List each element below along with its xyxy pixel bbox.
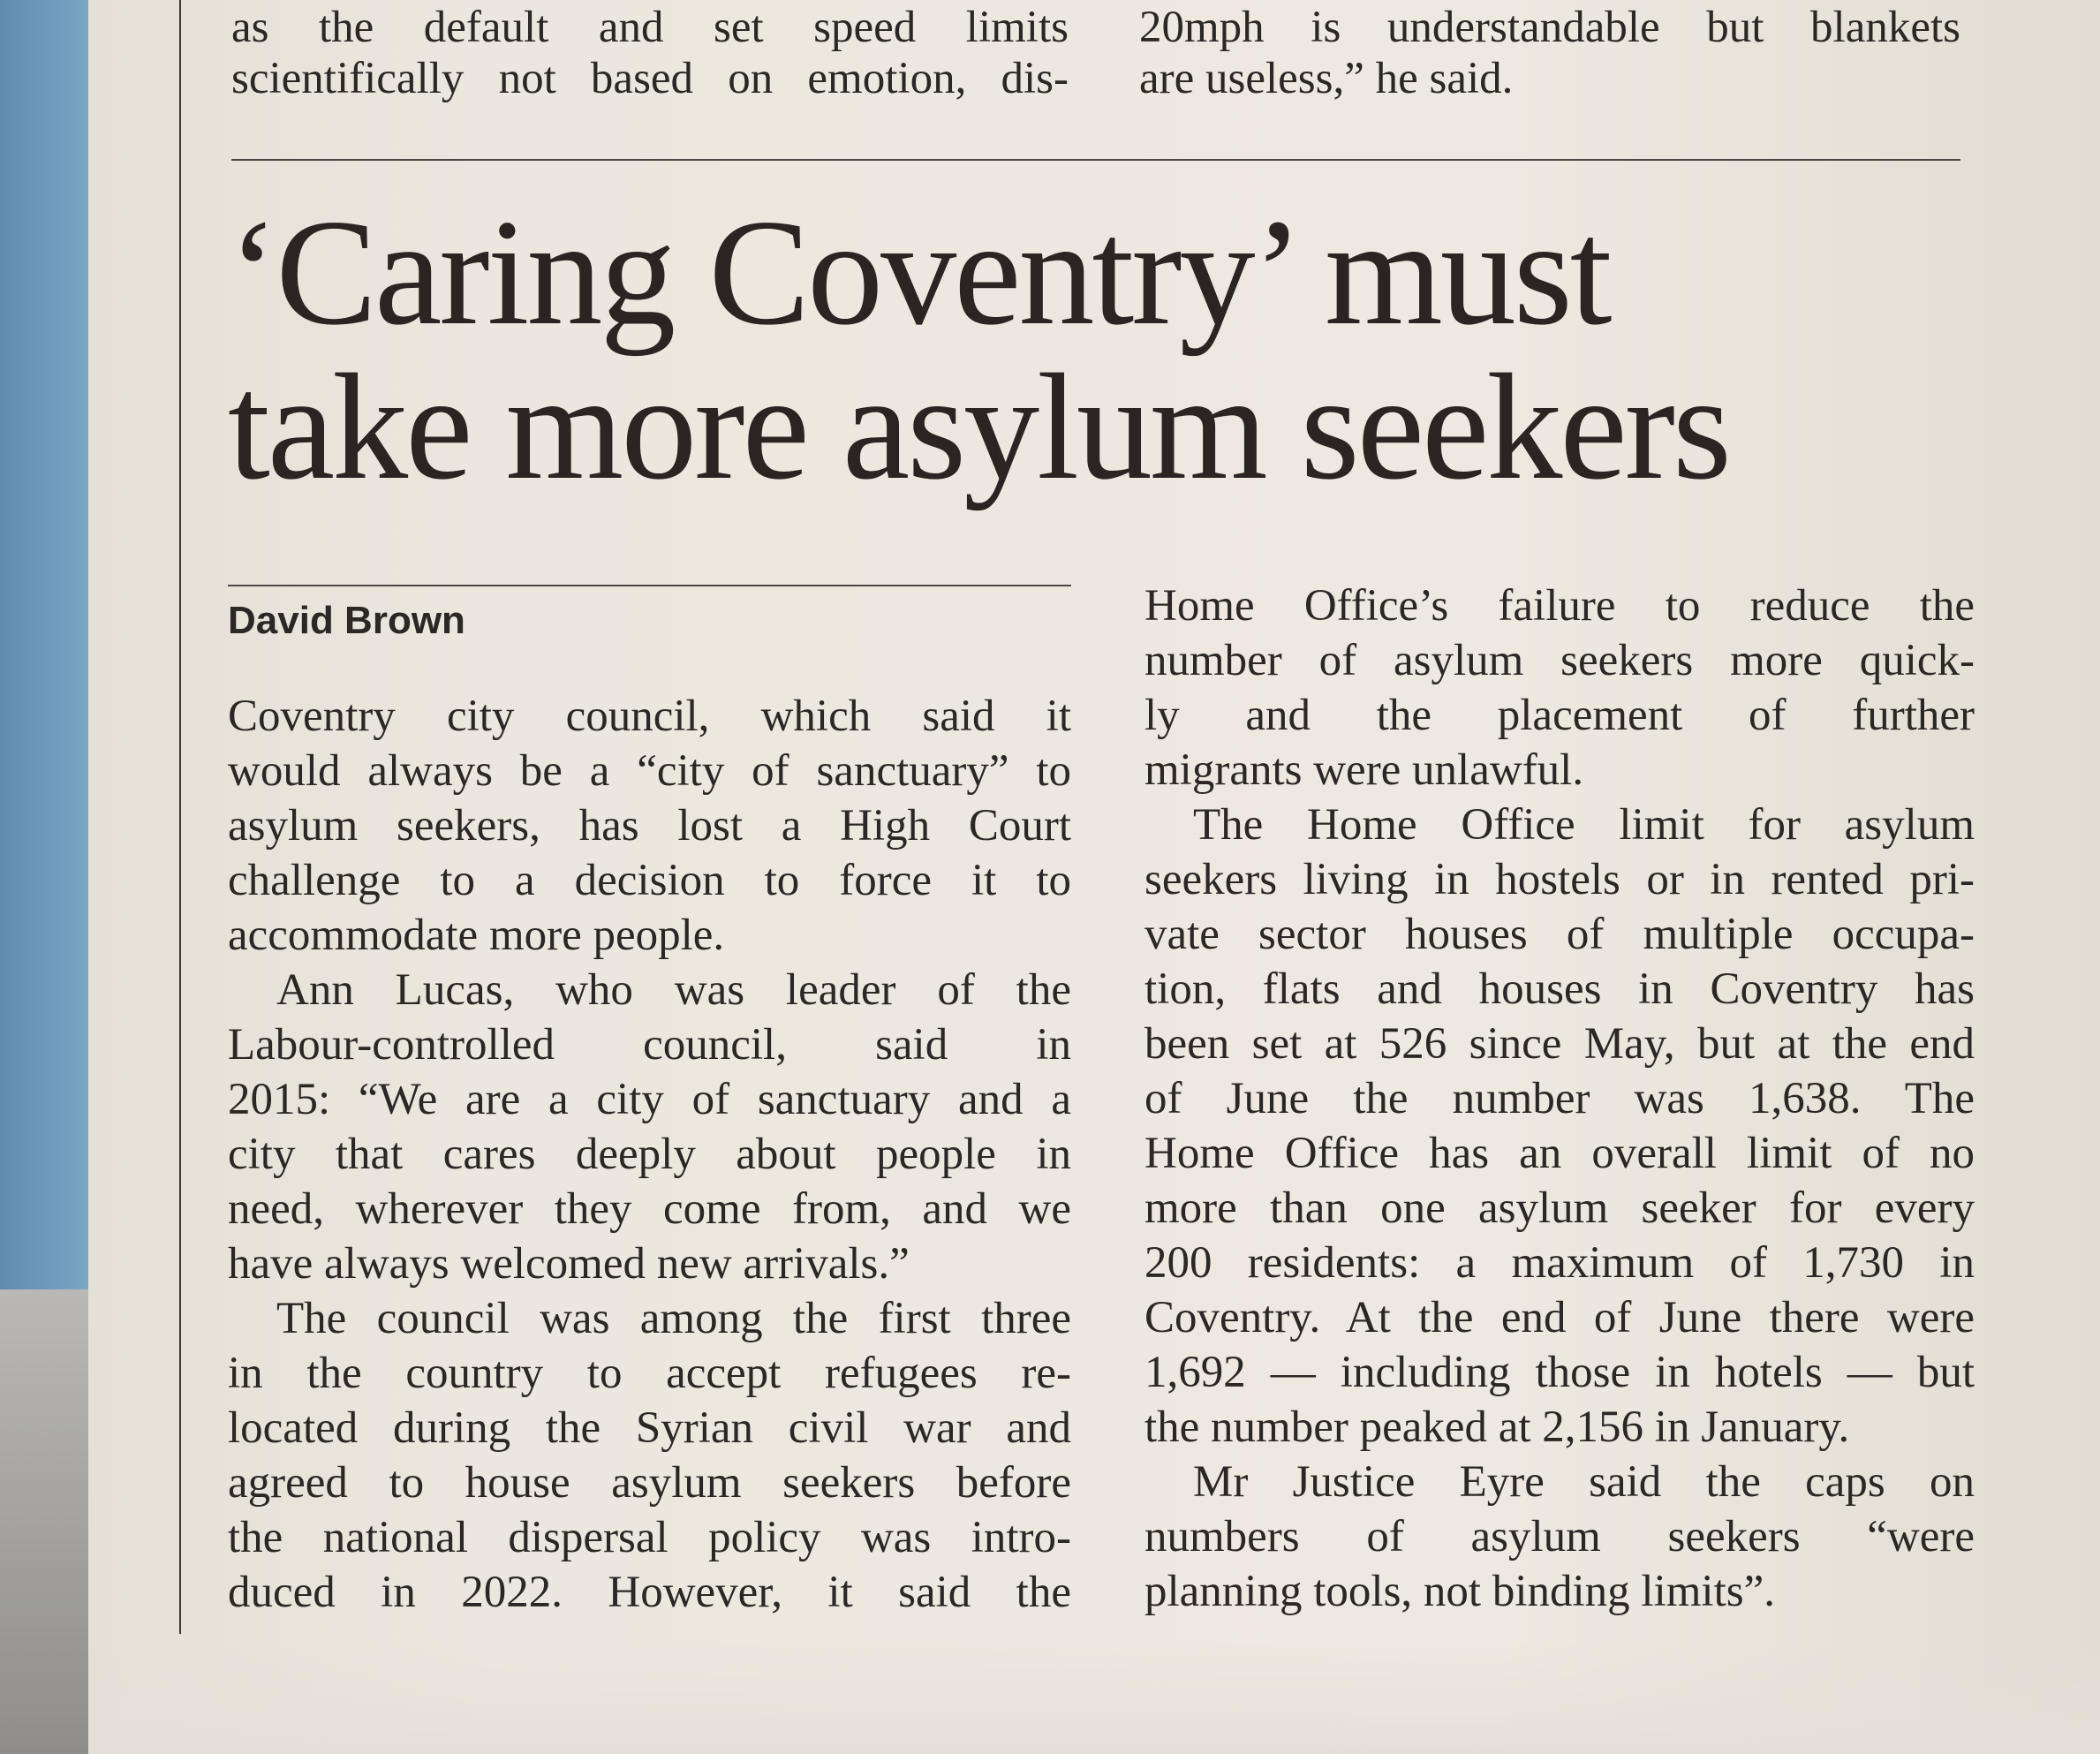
- previous-article-right-snippet: [1139, 0, 1960, 102]
- right_column-line: more than one asylum seeker for every: [1144, 1183, 1975, 1233]
- right_column-line: ly and the placement of further: [1144, 691, 1975, 740]
- right_column-line: Mr Justice Eyre said the caps on: [1193, 1457, 1975, 1507]
- right_column-line: of June the number was 1,638. The: [1144, 1074, 1975, 1123]
- left_column-line: Ann Lucas, who was leader of the: [276, 965, 1071, 1015]
- headline-line-2: take more asylum seekers: [228, 344, 1729, 511]
- headline: [228, 189, 1985, 511]
- right_column-line: The Home Office limit for asylum: [1193, 800, 1975, 850]
- column-rule: [179, 0, 181, 1634]
- snippet-line: scientifically not based on emotion, dis-: [231, 54, 1069, 103]
- left_column-line: Coventry city council, which said it: [228, 692, 1071, 741]
- right_column-line: number of asylum seekers more quick-: [1144, 636, 1975, 685]
- headline-line-1: ‘Caring Coventry’ must: [228, 189, 1610, 357]
- right_column-line: planning tools, not binding limits”.: [1144, 1567, 1775, 1616]
- right_column-line: Coventry. At the end of June there were: [1144, 1293, 1975, 1342]
- right_column-line: 200 residents: a maximum of 1,730 in: [1144, 1238, 1975, 1288]
- snippet-line: as the default and set speed limits: [231, 3, 1069, 52]
- left_column-line: duced in 2022. However, it said the: [228, 1568, 1071, 1617]
- snippet-line: 20mph is understandable but blankets: [1139, 3, 1960, 52]
- article-column-left: [228, 689, 1071, 1620]
- blue-card-edge: [0, 0, 88, 1289]
- right_column-line: Home Office has an overall limit of no: [1144, 1129, 1975, 1178]
- left_column-line: located during the Syrian civil war and: [228, 1403, 1071, 1453]
- previous-article-left-snippet: [231, 0, 1069, 102]
- right_column-line: Home Office’s failure to reduce the: [1144, 581, 1975, 631]
- left_column-line: have always welcomed new arrivals.”: [228, 1239, 910, 1289]
- left_column-line: city that cares deeply about people in: [228, 1130, 1071, 1179]
- article-column-right: [1144, 578, 1975, 1619]
- snippet-line: are useless,” he said.: [1139, 54, 1514, 103]
- byline-rule: [228, 585, 1071, 586]
- left_column-line: agreed to house asylum seekers before: [228, 1458, 1071, 1508]
- byline: David Brown: [228, 599, 465, 642]
- right_column-line: seekers living in hostels or in rented pri-: [1144, 855, 1975, 904]
- left_column-line: asylum seekers, has lost a High Court: [228, 801, 1071, 851]
- right_column-line: numbers of asylum seekers “were: [1144, 1512, 1975, 1561]
- page-bottom-fade: [88, 1643, 2100, 1754]
- left_column-line: challenge to a decision to force it to: [228, 856, 1071, 905]
- right_column-line: been set at 526 since May, but at the end: [1144, 1019, 1975, 1069]
- right_column-line: vate sector houses of multiple occupa-: [1144, 910, 1975, 959]
- shadow-edge: [0, 1289, 88, 1754]
- section-divider: [231, 159, 1960, 161]
- left_column-line: in the country to accept refugees re-: [228, 1349, 1071, 1398]
- left_column-line: The council was among the first three: [276, 1294, 1071, 1343]
- right_column-line: the number peaked at 2,156 in January.: [1144, 1402, 1850, 1452]
- left_column-line: accommodate more people.: [228, 911, 725, 960]
- left_column-line: need, wherever they come from, and we: [228, 1184, 1071, 1234]
- left_column-line: 2015: “We are a city of sanctuary and a: [228, 1075, 1071, 1124]
- left_column-line: Labour-controlled council, said in: [228, 1020, 1071, 1070]
- right_column-line: migrants were unlawful.: [1144, 745, 1584, 795]
- right_column-line: 1,692 — including those in hotels — but: [1144, 1348, 1975, 1397]
- left_column-line: would always be a “city of sanctuary” to: [228, 746, 1071, 796]
- left_column-line: the national dispersal policy was intro-: [228, 1513, 1071, 1562]
- right_column-line: tion, flats and houses in Coventry has: [1144, 964, 1975, 1014]
